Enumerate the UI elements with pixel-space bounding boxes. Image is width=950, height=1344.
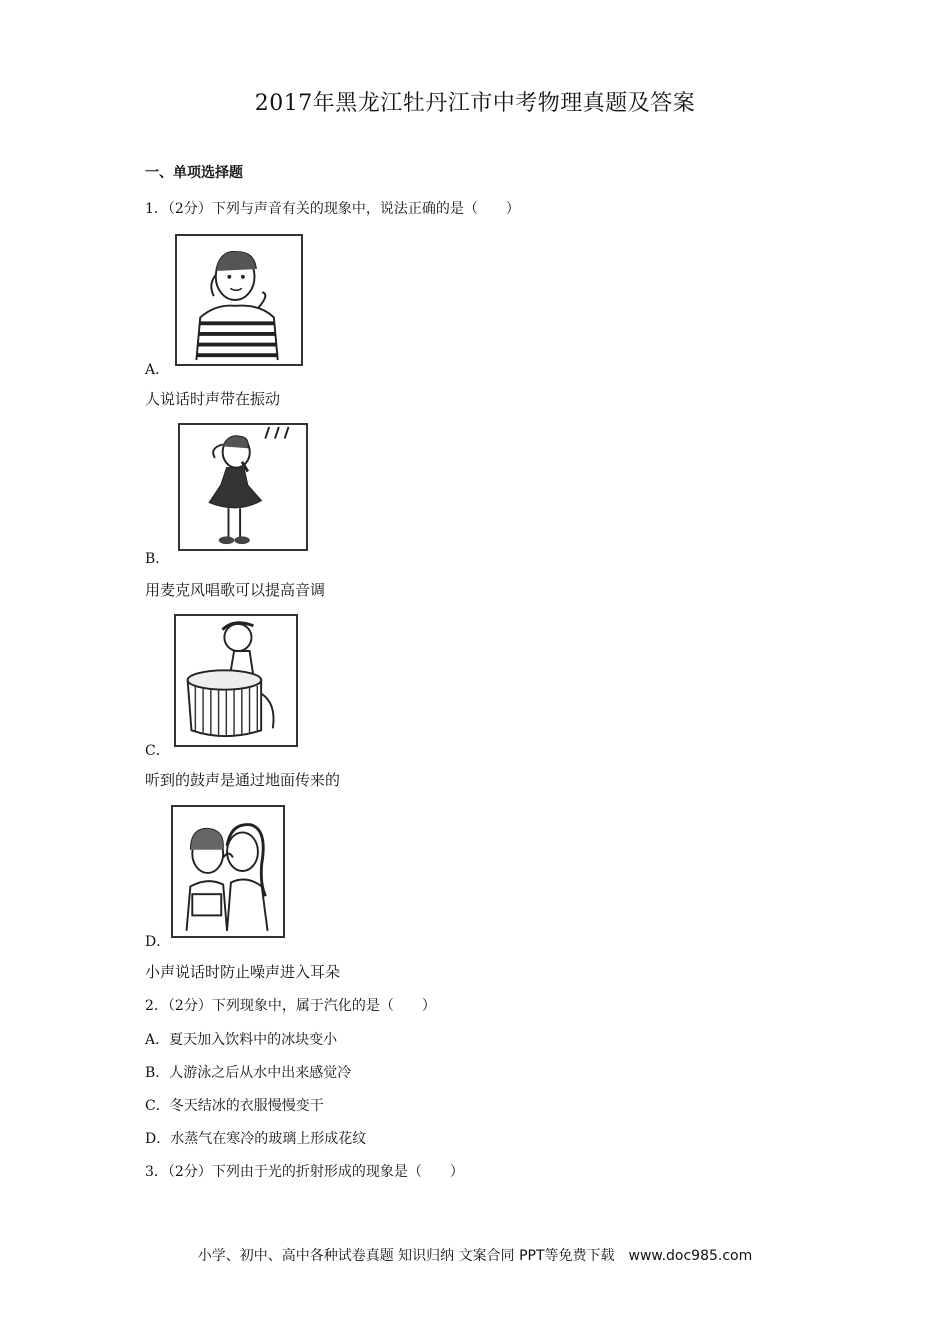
option-d-illustration	[171, 805, 285, 938]
page-title: 2017年黑龙江牡丹江市中考物理真题及答案	[254, 91, 696, 116]
option-b-label: B．	[145, 551, 170, 567]
section-heading: 一、单项选择题	[145, 165, 243, 181]
question-2-option-a: A．夏天加入饮料中的冰块变小	[145, 1032, 338, 1048]
option-a-illustration	[175, 234, 303, 366]
two-girls-whispering-image	[173, 807, 283, 936]
page-footer: 小学、初中、高中各种试卷真题 知识归纳 文案合同 PPT等免费下载 www.doc985.com	[197, 1248, 753, 1264]
question-3-stem: 3．（2分）下列由于光的折射形成的现象是（ ）	[145, 1164, 464, 1180]
option-c-label: C．	[145, 743, 170, 759]
option-b-illustration	[178, 423, 308, 551]
option-d-label: D．	[145, 934, 171, 950]
option-a-text: 人说话时声带在振动	[145, 390, 281, 408]
girl-touching-throat-image	[177, 236, 301, 364]
option-b-text: 用麦克风唱歌可以提高音调	[145, 581, 326, 599]
question-2-stem: 2．（2分）下列现象中，属于汽化的是（ ）	[145, 998, 436, 1014]
question-2-option-c: C．冬天结冰的衣服慢慢变干	[145, 1098, 324, 1114]
child-beating-drum-image	[176, 616, 296, 745]
option-a-label: A．	[145, 362, 170, 378]
question-2-option-d: D．水蒸气在寒冷的玻璃上形成花纹	[145, 1131, 367, 1147]
option-c-illustration	[174, 614, 298, 747]
option-c-text: 听到的鼓声是通过地面传来的	[145, 771, 341, 789]
question-2-option-b: B．人游泳之后从水中出来感觉冷	[145, 1065, 352, 1081]
option-d-text: 小声说话时防止噪声进入耳朵	[145, 963, 341, 981]
girl-singing-microphone-image	[180, 425, 306, 549]
question-1-stem: 1．（2分）下列与声音有关的现象中，说法正确的是（ ）	[145, 201, 520, 217]
